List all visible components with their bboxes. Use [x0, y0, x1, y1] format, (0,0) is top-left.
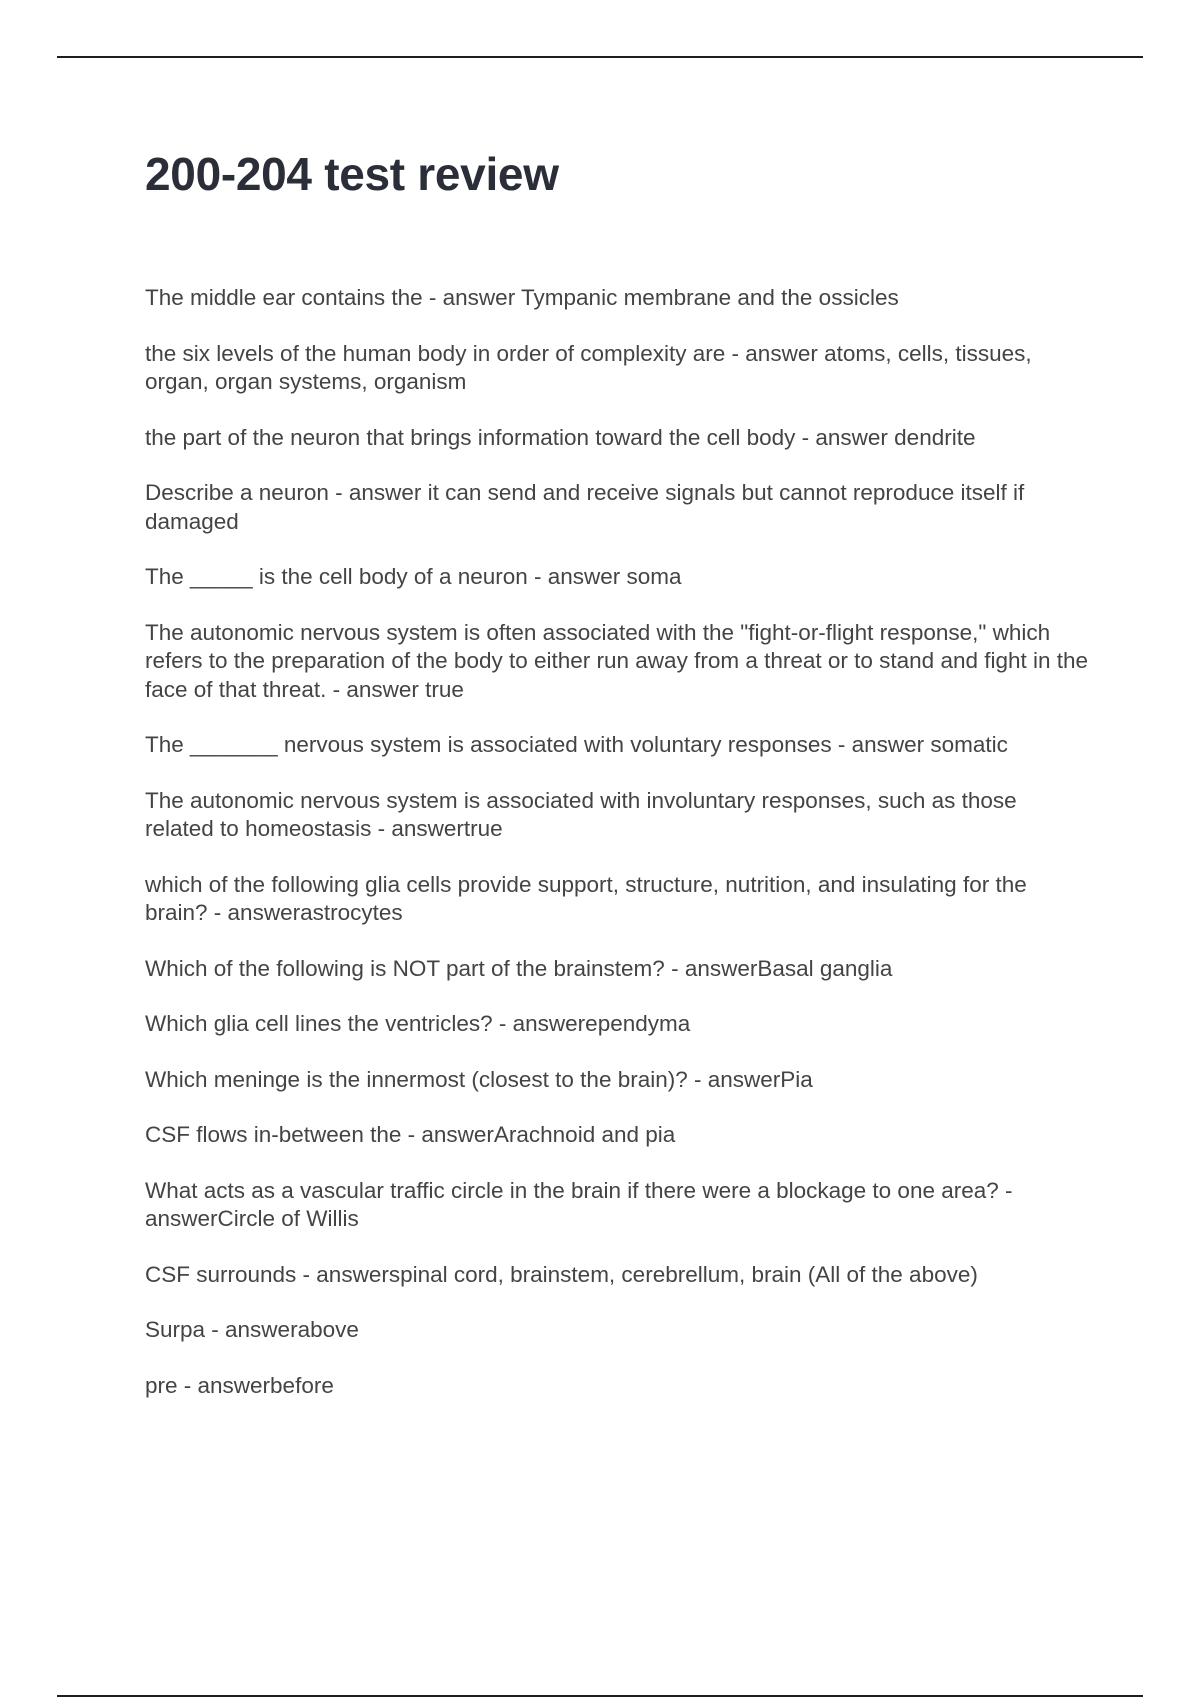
qa-item: What acts as a vascular traffic circle in the brain if there were a blockage to one area? - answerCircle of Willis [145, 1177, 1013, 1231]
qa-item: The _____ is the cell body of a neuron - answer soma [145, 564, 682, 589]
qa-item: Describe a neuron - answer it can send and receive signals but cannot reproduce itself if damaged [145, 480, 1025, 534]
qa-item: CSF flows in-between the - answerArachnoid and pia [145, 1122, 676, 1147]
qa-list [145, 284, 1090, 1427]
page-title: 200-204 test review [145, 148, 559, 200]
qa-item: The middle ear contains the - answer Tympanic membrane and the ossicles [145, 285, 899, 310]
qa-item: pre - answerbefore [145, 1372, 334, 1398]
top-divider [57, 56, 1143, 58]
qa-item: CSF surrounds - answerspinal cord, brainstem, cerebrellum, brain (All of the above) [145, 1261, 978, 1287]
qa-item: Surpa - answerabove [145, 1317, 359, 1342]
qa-item: the six levels of the human body in order of complexity are - answer atoms, cells, tissues, organ, organ systems, organism [145, 340, 1032, 394]
qa-item: The _______ nervous system is associated with voluntary responses - answer somatic [145, 732, 1008, 757]
qa-item: the part of the neuron that brings information toward the cell body - answer dendrite [145, 424, 976, 450]
bottom-divider [57, 1695, 1143, 1697]
qa-item: which of the following glia cells provide support, structure, nutrition, and insulating for the brain? - answerastrocytes [145, 871, 1027, 925]
qa-item: Which of the following is NOT part of the brainstem? - answerBasal ganglia [145, 955, 893, 981]
qa-item: Which glia cell lines the ventricles? - answerependyma [145, 1011, 691, 1036]
qa-item: Which meninge is the innermost (closest to the brain)? - answerPia [145, 1066, 813, 1092]
qa-item: The autonomic nervous system is often associated with the "fight-or-flight response," which refers to the preparation of the body to either run away from a threat or to stand and fight in the face of that threat. - answer true [145, 619, 1089, 702]
qa-item: The autonomic nervous system is associated with involuntary responses, such as those related to homeostasis - answertrue [145, 787, 1017, 841]
